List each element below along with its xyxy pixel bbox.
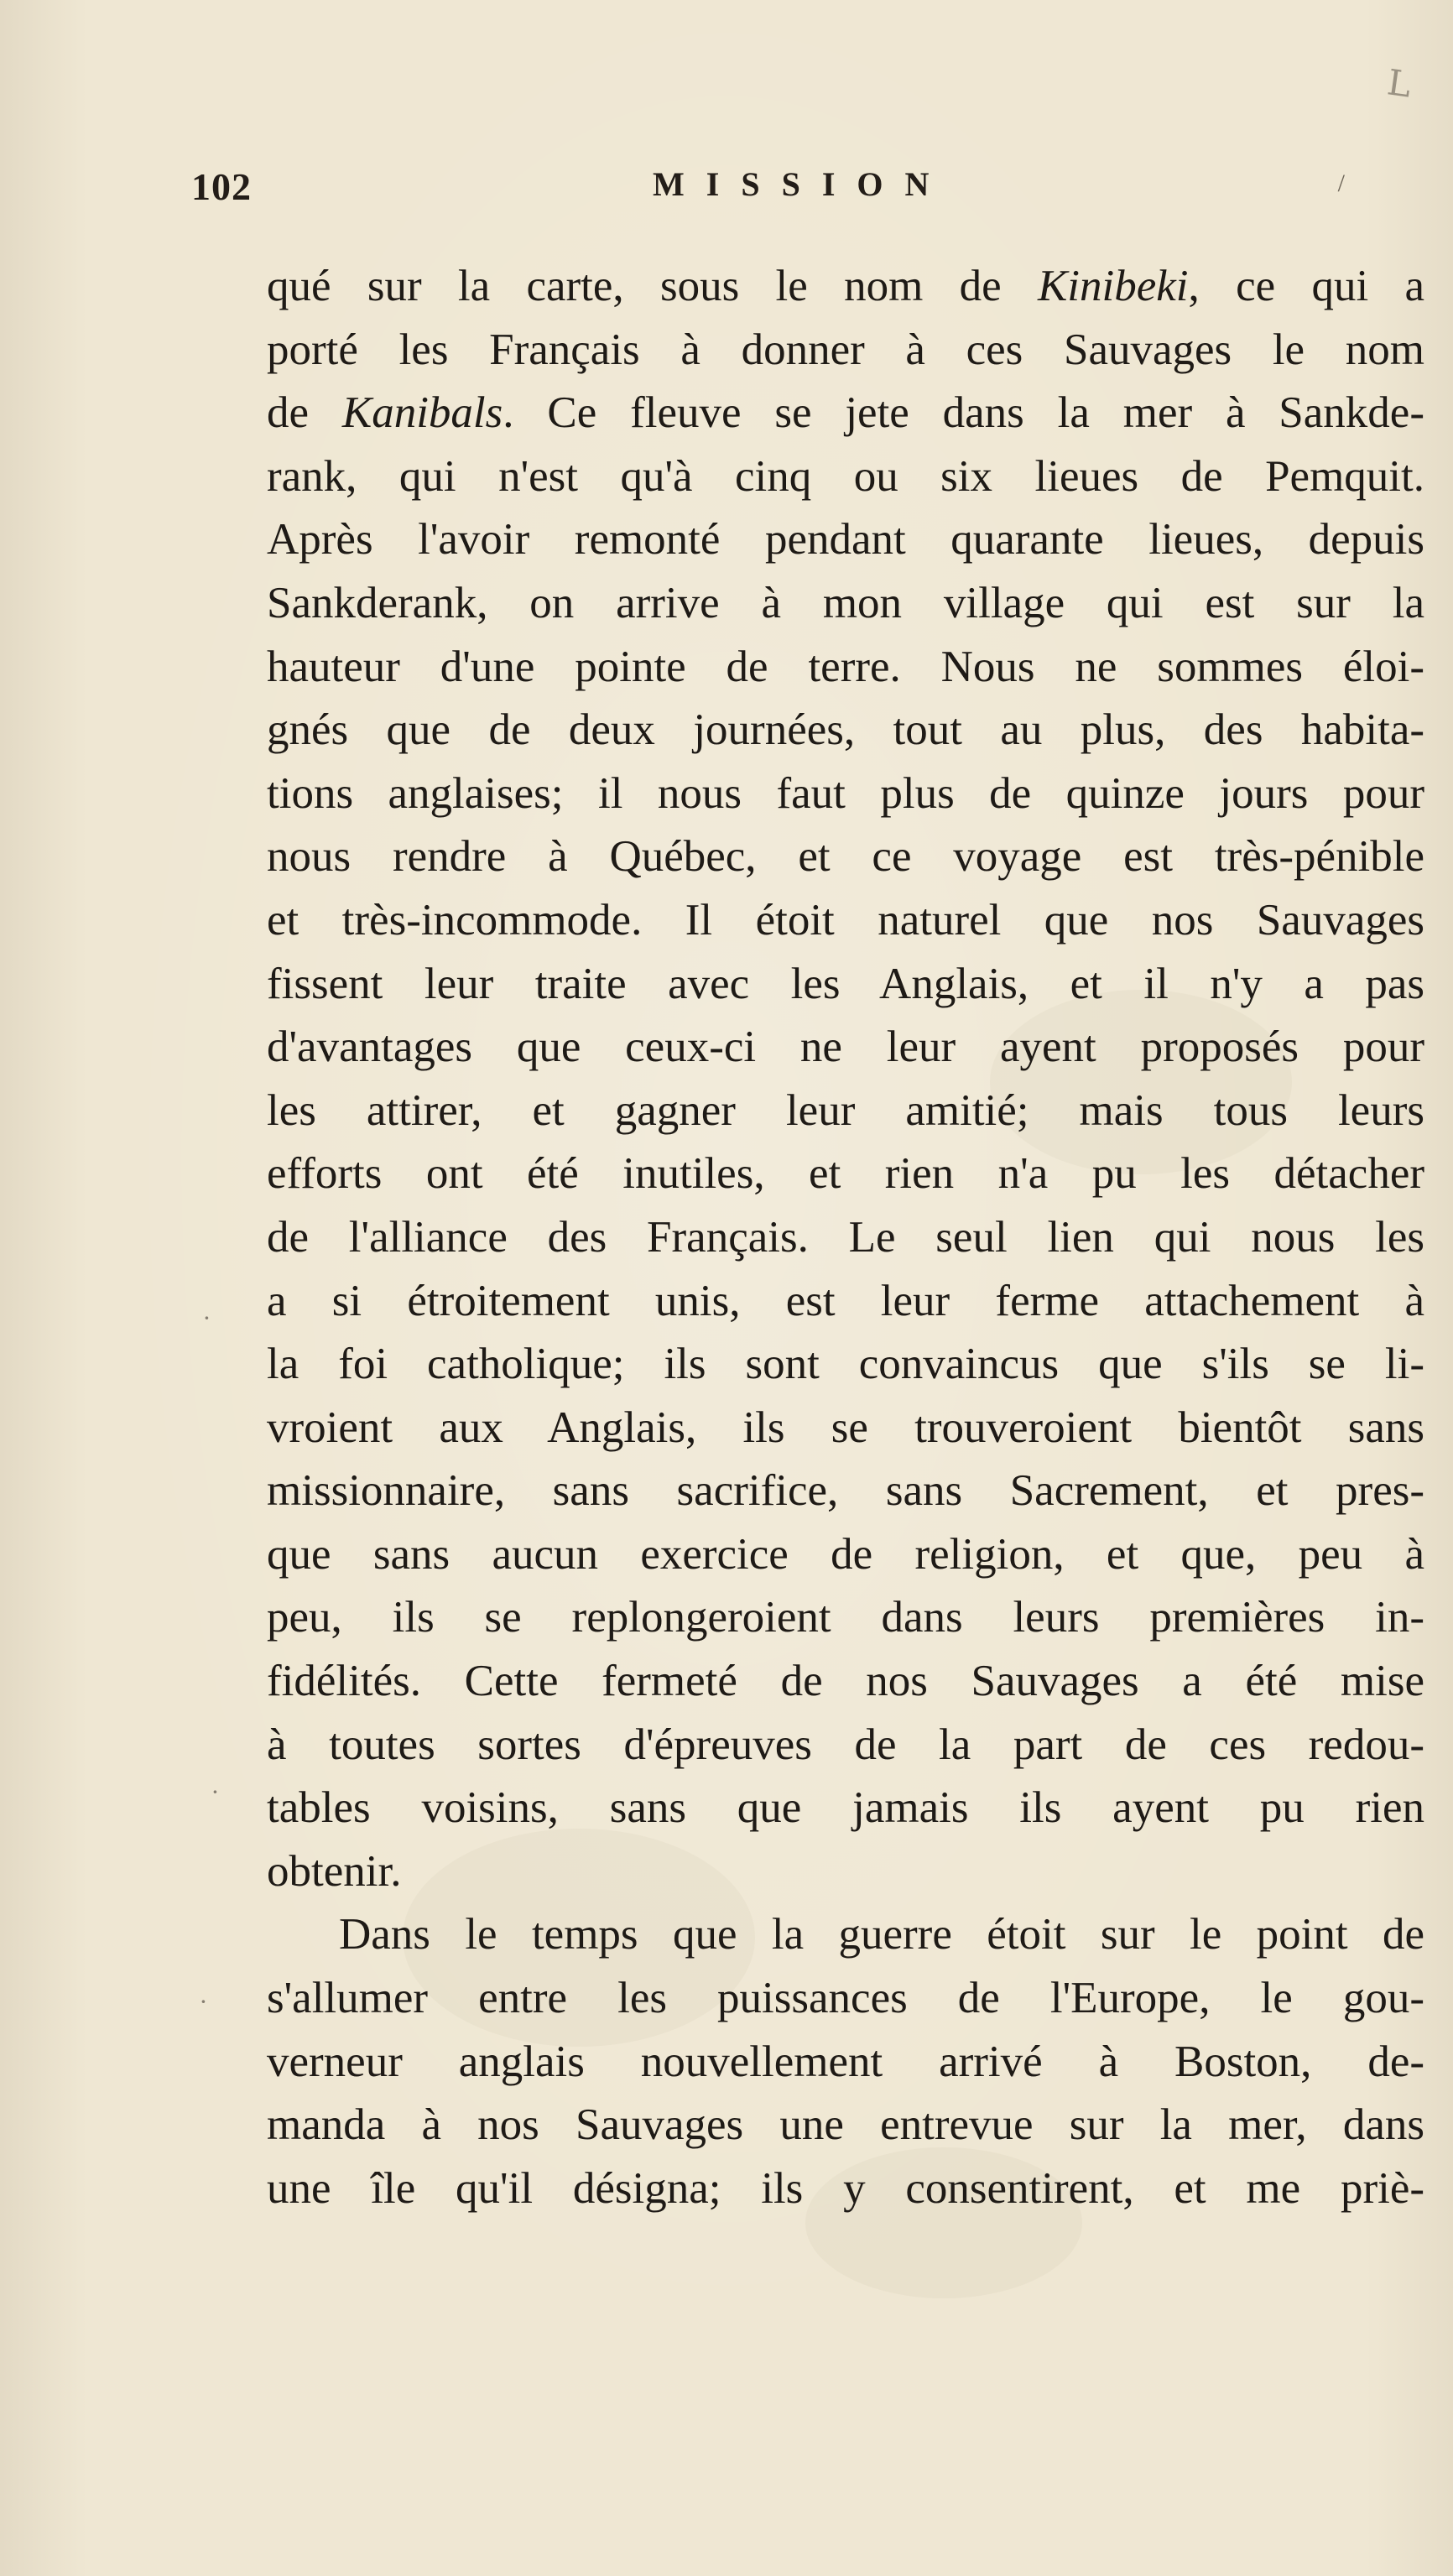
- text-segment: efforts ont été inutiles, et rien n'a pu les détacher: [267, 1149, 1424, 1199]
- text-segment: missionnaire, sans sacrifice, sans Sacrement, et pres-: [267, 1466, 1424, 1516]
- text-segment: a si étroitement unis, est leur ferme attachement à: [267, 1276, 1424, 1325]
- text-line: [267, 825, 1424, 889]
- text-line: [267, 445, 1424, 509]
- text-line: [267, 762, 1424, 826]
- text-segment: que sans aucun exercice de religion, et que, peu à: [267, 1529, 1424, 1579]
- text-line: [267, 1397, 1424, 1460]
- text-segment: rank, qui n'est qu'à cinq ou six lieues de Pemquit.: [267, 451, 1424, 501]
- text-line: [267, 508, 1424, 572]
- text-segment: la foi catholique; ils sont convaincus que s'ils se li-: [267, 1340, 1424, 1389]
- text-line: [267, 1840, 1424, 1904]
- text-line: [267, 319, 1424, 382]
- text-segment: d'avantages que ceux-ci ne leur ayent proposés pour: [267, 1023, 1424, 1072]
- margin-mark: ·: [200, 1988, 207, 2016]
- text-segment: Sankderank, on arrive à mon village qui est sur la: [267, 578, 1424, 627]
- text-line: [267, 1586, 1424, 1650]
- text-segment: peu, ils se replongeroient dans leurs premières in-: [267, 1593, 1424, 1642]
- text-segment: nous rendre à Québec, et ce voyage est très-pénible: [267, 832, 1424, 882]
- text-segment: obtenir.: [267, 1846, 402, 1896]
- text-line: [267, 1903, 1424, 1967]
- text-segment: Dans le temps que la guerre étoit sur le point de: [339, 1910, 1424, 1959]
- text-segment: vroient aux Anglais, ils se trouveroient bientôt sans: [267, 1402, 1424, 1452]
- text-segment: à toutes sortes d'épreuves de la part de ces redou-: [267, 1720, 1424, 1769]
- text-line: [267, 1460, 1424, 1523]
- text-line: [267, 2094, 1424, 2157]
- text-line: [267, 699, 1424, 762]
- text-line: [267, 1523, 1424, 1587]
- margin-mark: ·: [203, 1304, 211, 1332]
- head-mark: /: [1337, 169, 1345, 197]
- italic-text-segment: Kanibals: [341, 388, 503, 438]
- text-line: [267, 572, 1424, 636]
- margin-mark: ·: [211, 1778, 219, 1806]
- text-segment: une île qu'il désigna; ils y consentirent, et me priè-: [267, 2163, 1424, 2213]
- text-segment: s'allumer entre les puissances de l'Europe, le gou-: [267, 1974, 1424, 2023]
- text-segment: . Ce fleuve se jete dans la mer à Sankde-: [503, 388, 1424, 438]
- text-line: [267, 382, 1424, 445]
- text-segment: les attirer, et gagner leur amitié; mais tous leurs: [267, 1085, 1424, 1135]
- text-line: [267, 1142, 1424, 1206]
- text-segment: porté les Français à donner à ces Sauvages le nom: [267, 325, 1424, 374]
- text-line: [267, 1016, 1424, 1080]
- text-segment: de: [267, 388, 342, 438]
- corner-mark: L: [1384, 61, 1414, 106]
- text-segment: fissent leur traite avec les Anglais, et il n'y a pas: [267, 959, 1424, 1008]
- text-line: [267, 1967, 1424, 2031]
- page-number: 102: [191, 165, 252, 208]
- text-segment: qué sur la carte, sous le nom de: [267, 262, 1038, 310]
- running-head: [191, 164, 1404, 215]
- text-segment: gnés que de deux journées, tout au plus, des habita-: [267, 705, 1424, 755]
- italic-text-segment: Kinibeki: [1037, 262, 1189, 310]
- body-text: [267, 255, 1424, 2220]
- text-line: [267, 1206, 1424, 1270]
- text-segment: , ce qui a: [1188, 262, 1424, 310]
- text-segment: Après l'avoir remonté pendant quarante lieues, depuis: [267, 515, 1424, 565]
- text-line: [267, 2157, 1424, 2221]
- text-segment: hauteur d'une pointe de terre. Nous ne sommes éloi-: [267, 642, 1424, 691]
- text-line: [267, 953, 1424, 1017]
- text-segment: verneur anglais nouvellement arrivé à Boston, de-: [267, 2037, 1424, 2086]
- text-line: [267, 2031, 1424, 2095]
- text-line: [267, 1080, 1424, 1143]
- text-segment: tions anglaises; il nous faut plus de quinze jours pour: [267, 768, 1424, 818]
- text-line: [267, 255, 1424, 319]
- running-title: MISSION: [653, 165, 951, 203]
- text-line: [267, 1714, 1424, 1777]
- text-line: [267, 889, 1424, 953]
- text-segment: et très-incommode. Il étoit naturel que nos Sauvages: [267, 895, 1424, 945]
- text-segment: de l'alliance des Français. Le seul lien qui nous les: [267, 1212, 1424, 1262]
- text-segment: fidélités. Cette fermeté de nos Sauvages a été mise: [267, 1657, 1424, 1706]
- text-line: [267, 1270, 1424, 1334]
- text-line: [267, 1650, 1424, 1714]
- text-line: [267, 636, 1424, 700]
- text-line: [267, 1777, 1424, 1840]
- text-segment: tables voisins, sans que jamais ils ayent pu rien: [267, 1783, 1424, 1833]
- text-line: [267, 1333, 1424, 1397]
- text-segment: manda à nos Sauvages une entrevue sur la mer, dans: [267, 2100, 1424, 2150]
